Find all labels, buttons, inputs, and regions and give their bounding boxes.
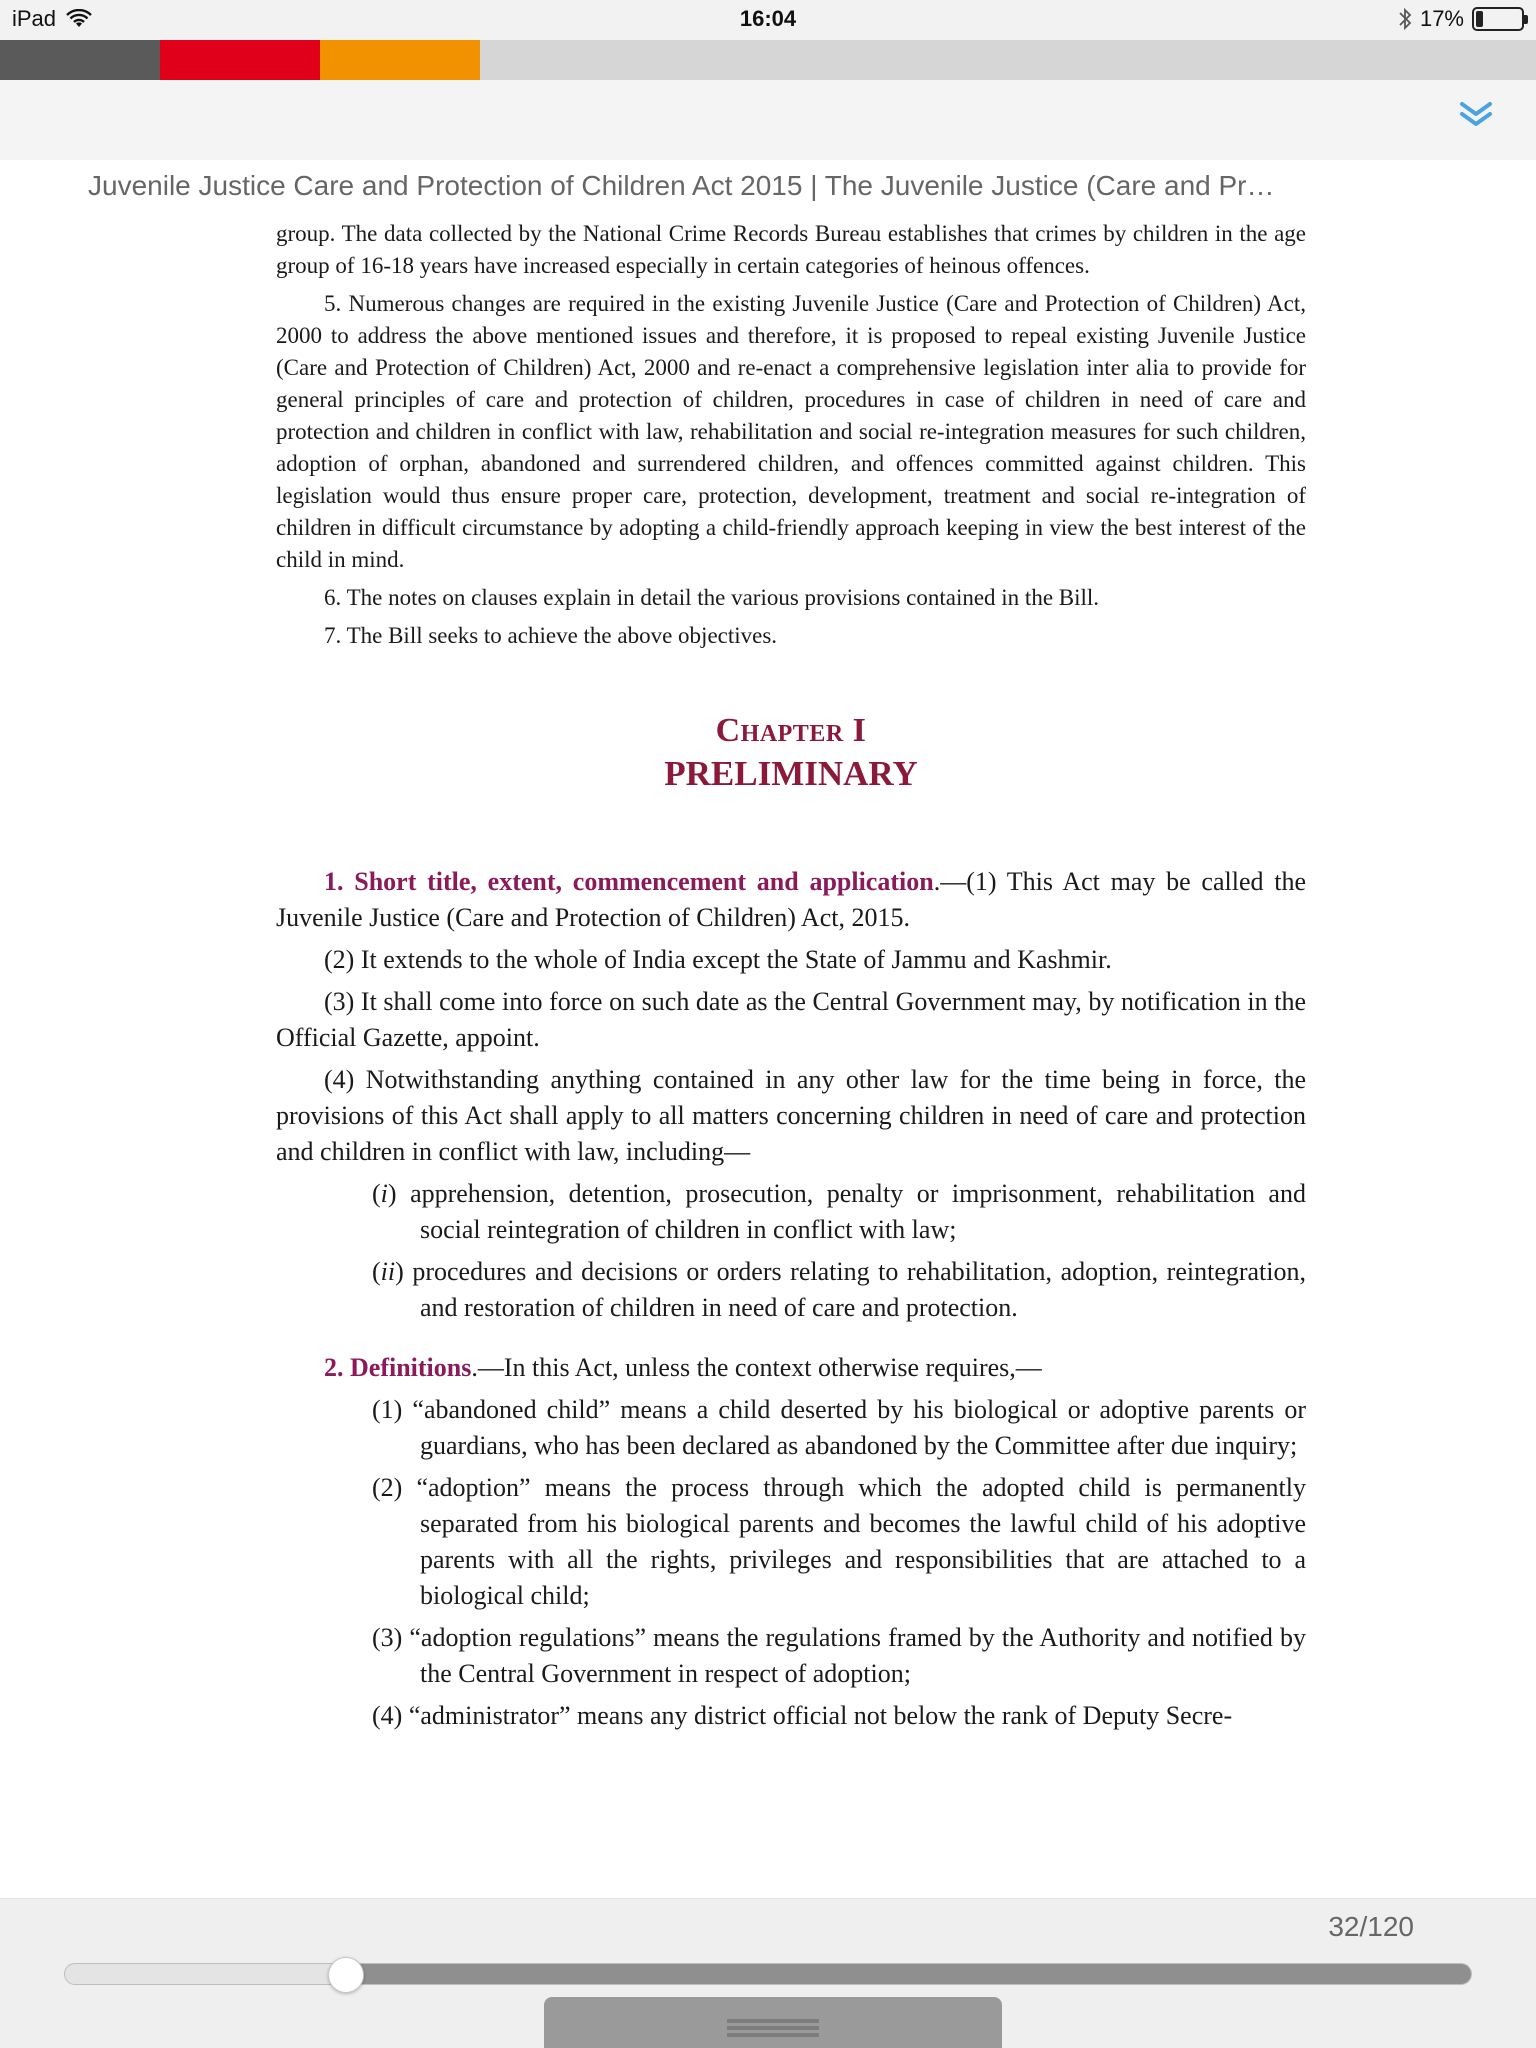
section-2 (276, 1350, 1306, 1734)
battery-percent: 17% (1419, 6, 1464, 31)
item-number: ii (380, 1257, 396, 1286)
strip-segment-dark (0, 40, 160, 80)
section-1-lead (276, 864, 1306, 936)
item-text: apprehension, detention, prosecution, penalty or imprisonment, rehabilitation and social reintegration of children in conflict with law; (410, 1179, 1306, 1244)
collapse-button[interactable] (1446, 90, 1506, 140)
chapter-heading (276, 712, 1306, 794)
drawer-handle[interactable] (544, 1997, 1002, 2048)
section-2-heading: 2. Definitions (324, 1353, 472, 1382)
definition-item: (3) “adoption regulations” means the regulations framed by the Authority and notified by the Central Government in respect of adoption; (372, 1623, 1306, 1688)
section-1 (276, 864, 1306, 1326)
intro-paragraph: 6. The notes on clauses explain in detail the various provisions contained in the Bill. (324, 585, 1100, 610)
section-1-clause-4: (4) Notwithstanding anything contained in any other law for the time being in force, the provisions of this Act shall apply to all matters concerning children in need of care and protection and children in conflict with law, including— (276, 1065, 1306, 1166)
page-slider-track[interactable] (64, 1963, 1472, 1985)
intro-paragraph: 7. The Bill seeks to achieve the above objectives. (324, 623, 778, 648)
item-number: i (380, 1179, 388, 1208)
device-name: iPad (12, 6, 57, 31)
section-1-clause-2: (2) It extends to the whole of India except the State of Jammu and Kashmir. (324, 945, 1112, 974)
battery-level (1476, 11, 1483, 27)
reader-footer (0, 1898, 1536, 2048)
section-2-lead (276, 1350, 1306, 1386)
bluetooth-icon (1398, 7, 1412, 31)
definition-item: (1) “abandoned child” means a child deserted by his biological or adoptive parents or guardians, who has been declared as abandoned by the Committee after due inquiry; (372, 1395, 1306, 1460)
chapter-label: Chapter I (715, 712, 867, 749)
document-page (276, 218, 1306, 1734)
page-indicator: 32/120 (1328, 1911, 1414, 1942)
grip-icon (727, 2019, 819, 2037)
strip-segment-red (160, 40, 320, 80)
strip-segment-orange (320, 40, 480, 80)
section-1-lead-text: .—(1) This Act may be called the Juvenile Justice (Care and Protection of Children) Act, 2015. (276, 867, 1307, 932)
definition-item: (2) “adoption” means the process through which the adopted child is permanently separated from his biological parents and becomes the lawful child of his adoptive parents with all the rights, privileges and responsibilities that are attached to a biological child; (372, 1473, 1306, 1610)
status-right (1398, 6, 1524, 32)
page-slider-fill (345, 1964, 1471, 1984)
intro-section (276, 218, 1306, 652)
status-time: 16:04 (739, 6, 797, 31)
section-2-lead-text: .—In this Act, unless the context otherwise requires,— (471, 1353, 1042, 1382)
intro-paragraph: 5. Numerous changes are required in the existing Juvenile Justice (Care and Protection of Children) Act, 2000 to address the above mentioned issues and therefore, it is proposed to repeal existing Juvenile Justice (Care and Protection of Children) Act, 2000 and re-enact a comprehensive legislation inter alia to provide for general principles of care and protection of children, procedures in case of children in need of care and protection and children in conflict with law, rehabilitation and social re-integration measures for such children, adoption of orphan, abandoned and surrendered children, and offences committed against children. This legislation would thus ensure proper care, protection, development, treatment and social re-integration of children in difficult circumstance by adopting a child-friendly approach keeping in view the best interest of the child in mind. (276, 291, 1306, 572)
chapter-name: PRELIMINARY (664, 754, 918, 793)
reader-header (0, 80, 1536, 160)
definition-item: (4) “administrator” means any district official not below the rank of Deputy Secre- (372, 1701, 1233, 1730)
double-chevron-down-icon (1458, 100, 1494, 130)
section-1-heading: 1. Short title, extent, commencement and application (324, 867, 934, 896)
list-item: (ii) procedures and decisions or orders relating to rehabilitation, adoption, reintegration, and restoration of children in need of care and protection. (372, 1257, 1306, 1322)
document-title: Juvenile Justice Care and Protection of Children Act 2015 | The Juvenile Justice (Care and Pr… (88, 170, 1275, 201)
status-bar (0, 0, 1536, 40)
item-text: procedures and decisions or orders relating to rehabilitation, adoption, reintegration, and restoration of children in need of care and protection. (412, 1257, 1306, 1322)
section-1-clause-3: (3) It shall come into force on such date as the Central Government may, by notification in the Official Gazette, appoint. (276, 987, 1306, 1052)
intro-paragraph: group. The data collected by the National Crime Records Bureau establishes that crimes by children in the age group of 16-18 years have increased especially in certain categories of heinous offences. (276, 221, 1306, 278)
page-slider-thumb[interactable] (328, 1957, 364, 1993)
battery-icon (1472, 7, 1524, 31)
color-strip (0, 40, 1536, 80)
list-item: (i) apprehension, detention, prosecution, penalty or imprisonment, rehabilitation and social reintegration of children in conflict with law; (372, 1179, 1306, 1244)
